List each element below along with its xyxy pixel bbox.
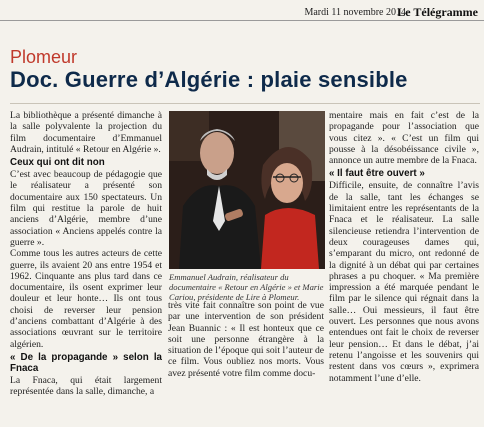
newspaper-name: Le Télégramme — [397, 5, 478, 19]
subhead-propagande: « De la propagande » selon la Fnaca — [10, 351, 162, 374]
article-column-1 — [10, 110, 162, 398]
photo-caption: Emmanuel Audrain, réalisateur du documentaire « Retour en Algérie » et Marie Cariou, présidente de Lire à Plomeur. — [169, 272, 324, 302]
section-label: Plomeur — [10, 47, 78, 67]
article-column-3 — [329, 110, 479, 384]
article-column-2 — [168, 300, 324, 379]
article-photo — [169, 111, 325, 269]
subhead-il-faut-etre-ouvert: « Il faut être ouvert » — [329, 168, 425, 180]
subhead-ceux-qui-ont-dit-non: Ceux qui ont dit non — [10, 157, 105, 169]
masthead — [0, 0, 484, 21]
paragraph: C’est avec beaucoup de pédagogie que le réalisateur a présenté son documentaire aux 150 spectateurs. Un film qui restitue la parole de huit anciens d’Algérie, membre d’une association « Anciens appelés contre la guerre ». — [10, 169, 162, 248]
paragraph: Difficile, ensuite, de connaître l’avis de la salle, tant les échanges se limitaient entre les représentants de la Fnaca et le réalisateur. La salle silencieuse retiendra l’intervention de deux courageuses dames qui, s’emparant du micro, ont redonné de la dignité à un débat qui par certaines phrases a pu choquer. « Ma première impression a été marquée pendant le film par le silence qui régnait dans la salle… Oui messieurs, il faut être ouvert. Les personnes que nous avons entendues ont fait le choix de reverser leur pension… Et dans le débat, j’ai retenu l’angoisse et les souvenirs qui restent dans vos cœurs », exprimera notamment l’une d’elle. — [329, 180, 479, 384]
paragraph: mentaire mais en fait c’est de la propagande pour l’association que vous citez ». « C’est un film qui pousse à la désobéissance civile », annonce un autre membre de la Fnaca. — [329, 110, 479, 167]
title-divider — [10, 103, 480, 104]
issue-date: Mardi 11 novembre 2014 — [304, 7, 406, 18]
paragraph: très vite fait connaître son point de vue par une intervention de son président Jean Buannic : « Il est honteux que ce soit une personne étrangère à la situation de l’époque qui soit l’auteur de ce film. Vous oubliez nos morts. Vous avez présenté votre film comme docu- — [168, 300, 324, 379]
paragraph: La Fnaca, qui était largement représentée dans la salle, dimanche, a — [10, 374, 162, 398]
intro-paragraph: La bibliothèque a présenté dimanche à la salle polyvalente la projection du film documentaire d’Emmanuel Audrain, intitulé « Retour en Algérie ». — [10, 110, 162, 155]
paragraph: Comme tous les autres acteurs de cette guerre, ils avaient 20 ans entre 1954 et 1962. Cinquante ans plus tard dans ce documentaire, ils osent exprimer leur douleur et leur honte… Ils ont tous choisi de reverser leur pension d’anciens combattant d’Algérie à des associations œuvrant sur le territoire algérien. — [10, 248, 162, 350]
article-title: Doc. Guerre d’Algérie : plaie sensible — [10, 67, 408, 92]
photo-illustration — [169, 111, 325, 269]
